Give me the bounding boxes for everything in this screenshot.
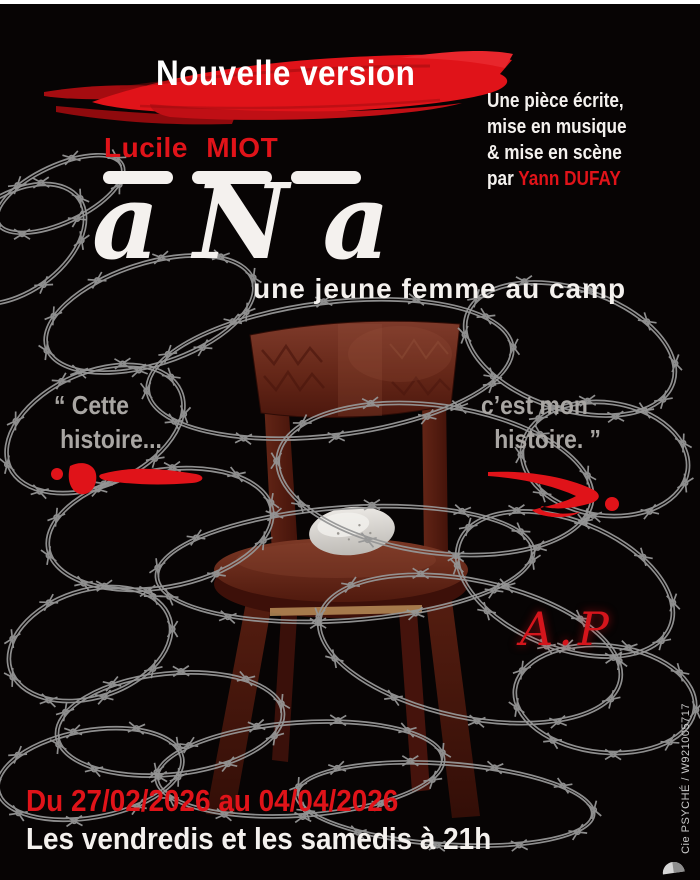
author-name: Lucile MIOT <box>104 132 279 163</box>
publisher-logo <box>661 861 684 875</box>
banner-label: Nouvelle version <box>156 54 416 93</box>
poster-background <box>0 4 700 880</box>
quote-left-line-2: histoire... <box>60 424 162 454</box>
quote-left <box>54 388 162 456</box>
quote-right-line-2: histoire. ” <box>494 424 601 454</box>
red-splatter-left <box>51 463 202 494</box>
play-subtitle: une jeune femme au camp <box>253 273 627 304</box>
par-label: par <box>487 168 519 190</box>
director-name: Yann DUFAY <box>518 168 621 190</box>
credits-line-2: mise en musique <box>487 116 627 138</box>
signature-initials: A.P <box>520 602 614 656</box>
company-credit: Cie PSYCHÉ / W921005717 <box>680 703 692 854</box>
quote-left-line-1: “ Cette <box>54 390 130 420</box>
credits-line-4 <box>487 166 627 192</box>
play-title: aNa <box>92 160 424 283</box>
chair-photo <box>206 321 480 818</box>
credits-line-1: Une pièce écrite, <box>487 90 624 112</box>
show-dates: Du 27/02/2026 au 04/04/2026 <box>26 783 399 818</box>
show-schedule: Les vendredis et les samedis à 21h <box>26 821 492 856</box>
credits-block <box>487 88 627 192</box>
credits-line-3: & mise en scène <box>487 142 622 164</box>
quote-right-line-1: c’est mon <box>481 390 588 420</box>
quote-right <box>481 388 601 456</box>
